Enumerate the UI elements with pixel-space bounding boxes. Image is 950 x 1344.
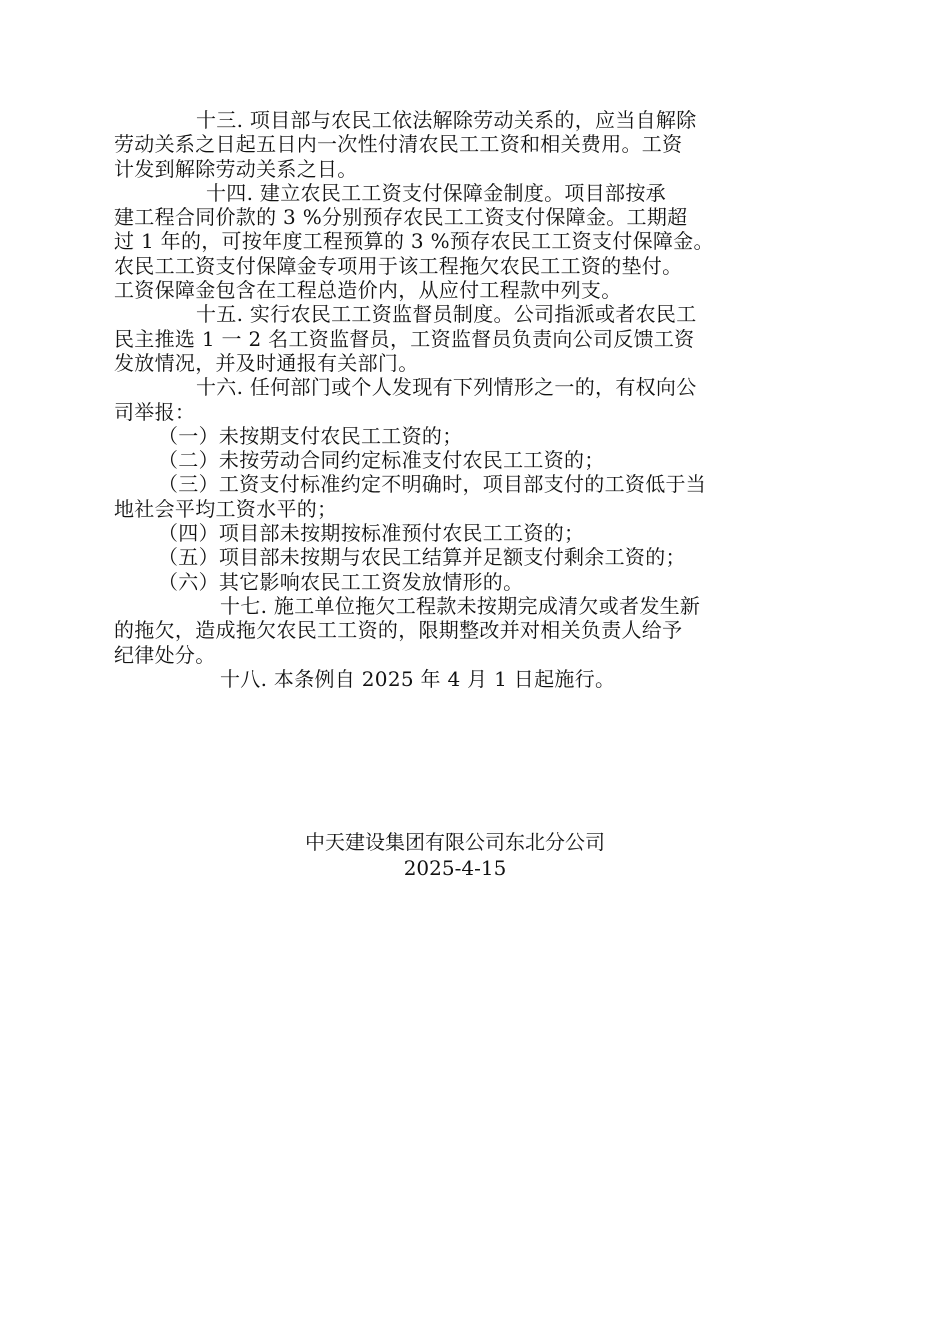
- article-17-line-1: 十七. 施工单位拖欠工程款未按期完成清欠或者发生新: [220, 593, 701, 618]
- article-17-line-2: 的拖欠，造成拖欠农民工工资的，限期整改并对相关负责人给予: [114, 618, 683, 643]
- article-15-line-1: 十五. 实行农民工工资监督员制度。公司指派或者农民工: [196, 302, 697, 327]
- signature-company: 中天建设集团有限公司东北分公司: [305, 830, 605, 854]
- article-18-line-1: 十八. 本条例自 2025 年 4 月 1 日起施行。: [220, 666, 616, 691]
- article-16-item-6: （六）其它影响农民工工资发放情形的。: [158, 569, 524, 594]
- article-15-line-2: 民主推选 1 一 2 名工资监督员，工资监督员负责向公司反馈工资: [114, 326, 695, 351]
- article-14-line-1: 十四. 建立农民工工资支付保障金制度。项目部按承: [206, 180, 666, 205]
- article-16-item-3-line-2: 地社会平均工资水平的；: [114, 496, 338, 521]
- article-15-line-3: 发放情况，并及时通报有关部门。: [114, 350, 419, 375]
- article-14-line-5: 工资保障金包含在工程总造价内，从应付工程款中列支。: [114, 278, 622, 303]
- article-16-item-4: （四）项目部未按期按标准预付农民工工资的；: [158, 521, 585, 546]
- article-14-line-4: 农民工工资支付保障金专项用于该工程拖欠农民工工资的垫付。: [114, 253, 683, 278]
- article-16-item-2: （二）未按劳动合同约定标准支付农民工工资的；: [158, 448, 605, 473]
- article-16-line-2: 司举报：: [114, 399, 196, 424]
- article-14-line-2: 建工程合同价款的 3 %分别预存农民工工资支付保障金。工期超: [114, 205, 688, 230]
- article-16-line-1: 十六. 任何部门或个人发现有下列情形之一的，有权向公: [196, 375, 697, 400]
- document-body: [114, 108, 804, 691]
- article-16-item-5: （五）项目部未按期与农民工结算并足额支付剩余工资的；: [158, 545, 686, 570]
- article-16-item-3-line-1: （三）工资支付标准约定不明确时，项目部支付的工资低于当: [158, 472, 707, 497]
- article-13-line-3: 计发到解除劳动关系之日。: [114, 156, 358, 181]
- article-14-line-3: 过 1 年的，可按年度工程预算的 3 %预存农民工工资支付保障金。: [114, 229, 714, 254]
- article-13-line-2: 劳动关系之日起五日内一次性付清农民工工资和相关费用。工资: [114, 132, 683, 157]
- article-17-line-3: 纪律处分。: [114, 642, 216, 667]
- signature-date: 2025-4-15: [403, 856, 507, 880]
- article-13-line-1: 十三. 项目部与农民工依法解除劳动关系的，应当自解除: [196, 108, 697, 132]
- article-16-item-1: （一）未按期支付农民工工资的；: [158, 423, 463, 448]
